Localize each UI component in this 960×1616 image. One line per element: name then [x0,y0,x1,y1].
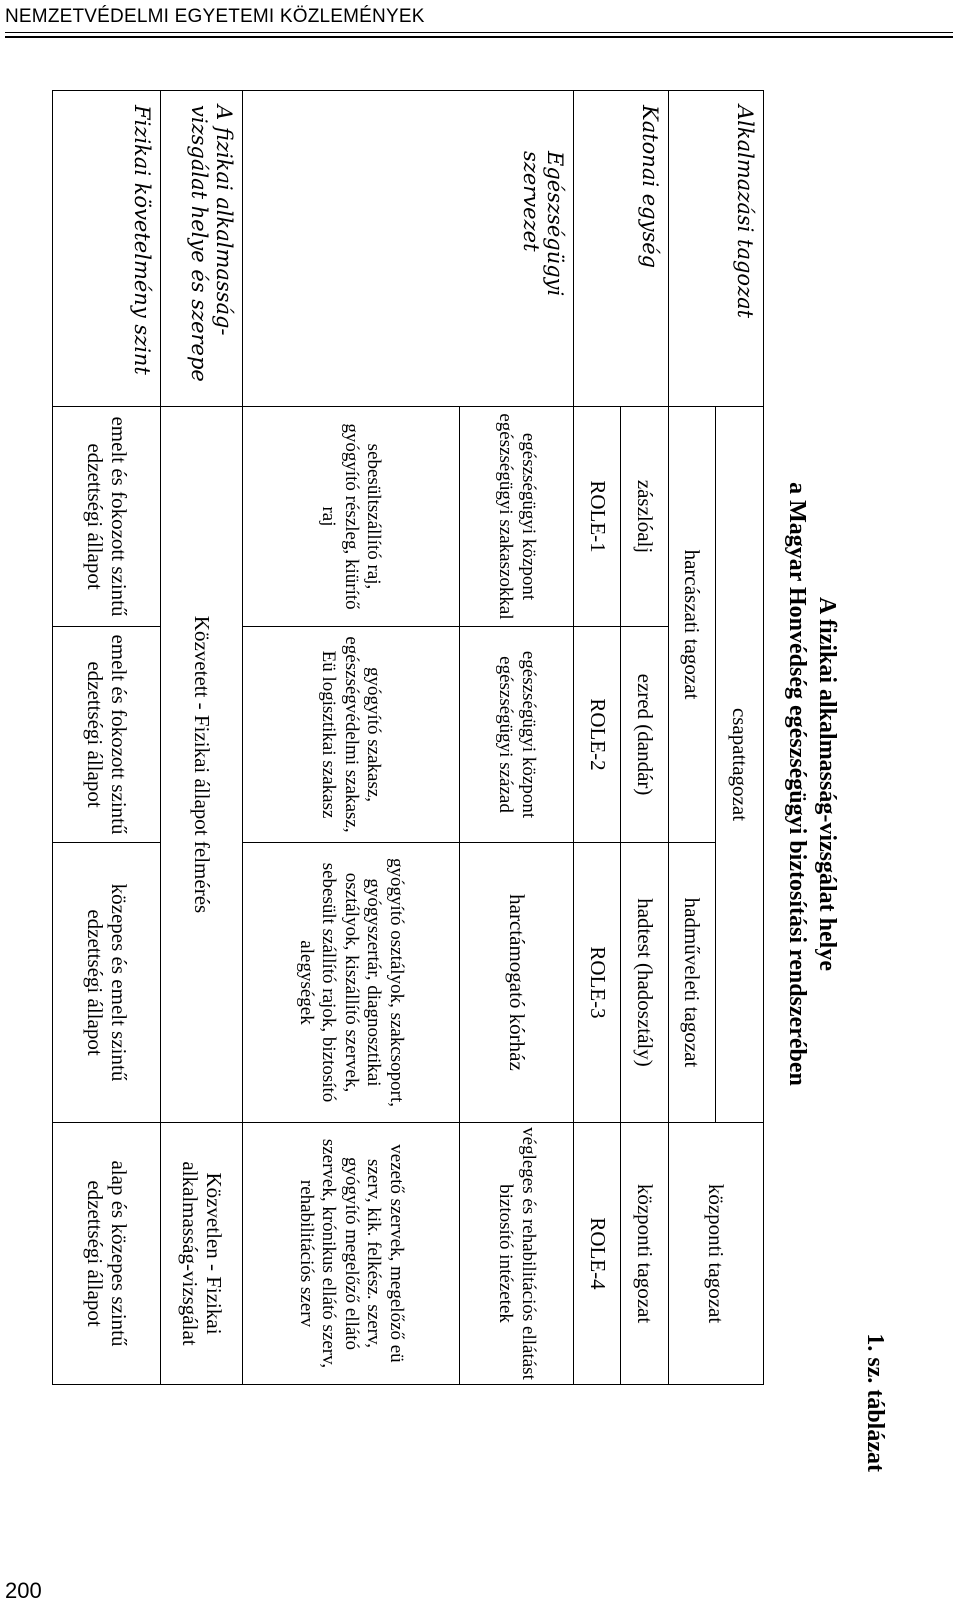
table-row [53,91,161,1385]
cell-veglege-intezetek: végleges és rehabilitációs ellátást biztosító intézetek [459,1123,574,1385]
cell-sebesultszallito: sebesültszállító raj, gyógyító részleg, kiürítő raj [242,407,459,627]
caption-line-2: a Magyar Honvédség egészségügyi biztosítási rendszerében [784,482,810,1086]
cell-vezeto-szervek: vezető szervek, megelőző eü szerv, kik. felkész. szerv, gyógyító megelőző ellátó szervek, krónikus ellátó szerv, rehabilitációs szerv [242,1123,459,1385]
cell-kozponti: központi tagozat [621,1123,669,1385]
cell-kovetelmeny-4: alap és közepes szintű edzettségi állapot [53,1123,161,1385]
cell-kovetelmeny-1: emelt és fokozott szintű edzettségi állapot [53,407,161,627]
row-header-kovetelmeny: Fizikai követelmény szint [53,91,161,407]
cell-hadtest: hadtest (hadosztály) [621,843,669,1123]
cell-csapattagozat: csapattagozat [716,407,764,1123]
row-header-helye: A fizikai alkalmasság-vizsgálat helye és szerepe [161,91,242,407]
cell-eu-kozpont-szakasz: egészségügyi központ egészségügyi szakaszokkal [459,407,574,627]
cell-role-3: ROLE-3 [574,843,621,1123]
fitness-table [52,90,764,1385]
rotated-table-region [52,84,902,1484]
cell-hadmuveleti: hadműveleti tagozat [669,843,716,1123]
cell-role-2: ROLE-2 [574,627,621,843]
table-row [161,91,242,1385]
cell-gyogyito-osztalyok: gyógyító osztályok, szakcsoport, gyógyszertár, diagnosztikai osztályok, kiszállító szervek, sebesült szállító rajok, biztosító alegységek [242,843,459,1123]
header-rule-thick [5,36,953,38]
cell-role-4: ROLE-4 [574,1123,621,1385]
row-header-alkalmazasi: Alkalmazási tagozat [669,91,764,407]
row-header-katonai: Katonai egység [574,91,669,407]
header-rule [5,32,953,33]
table-row [716,91,764,1385]
cell-kozponti-tagozat: központi tagozat [669,1123,764,1385]
cell-kozvetlen: Közvetlen - Fizikai alkalmasság-vizsgálat [161,1123,242,1385]
cell-role-1: ROLE-1 [574,407,621,627]
cell-harctamogato-korhaz: harctámogató kórház [459,843,574,1123]
rotated-content [52,84,902,1484]
journal-header-title: NEMZETVÉDELMI EGYETEMI KÖZLEMÉNYEK [5,6,425,27]
cell-zaszloalj: zászlóalj [621,407,669,627]
cell-kovetelmeny-3: közepes és emelt szintű edzettségi állapot [53,843,161,1123]
row-header-egeszsegugyi: Egészségügyi szervezet [242,91,574,407]
cell-harcaszati: harcászati tagozat [669,407,716,843]
caption-line-1: A fizikai alkalmasság-vizsgálat helye [814,597,840,971]
cell-eu-kozpont-szazad: egészségügyi központ egészségügyi század [459,627,574,843]
page-number: 200 [5,1578,42,1603]
cell-ezred: ezred (dandár) [621,627,669,843]
table-row [459,91,574,1385]
table-caption [782,404,842,1164]
cell-kozvetett: Közvetett - Fizikai állapot felmérés [161,407,242,1123]
cell-kovetelmeny-2: emelt és fokozott szintű edzettségi állapot [53,627,161,843]
cell-gyogyito-szakasz: gyógyító szakasz, egészségvédelmi szakasz, Eü logisztikai szakasz [242,627,459,843]
table-row [621,91,669,1385]
table-number: 1. sz. táblázat [862,1333,888,1472]
